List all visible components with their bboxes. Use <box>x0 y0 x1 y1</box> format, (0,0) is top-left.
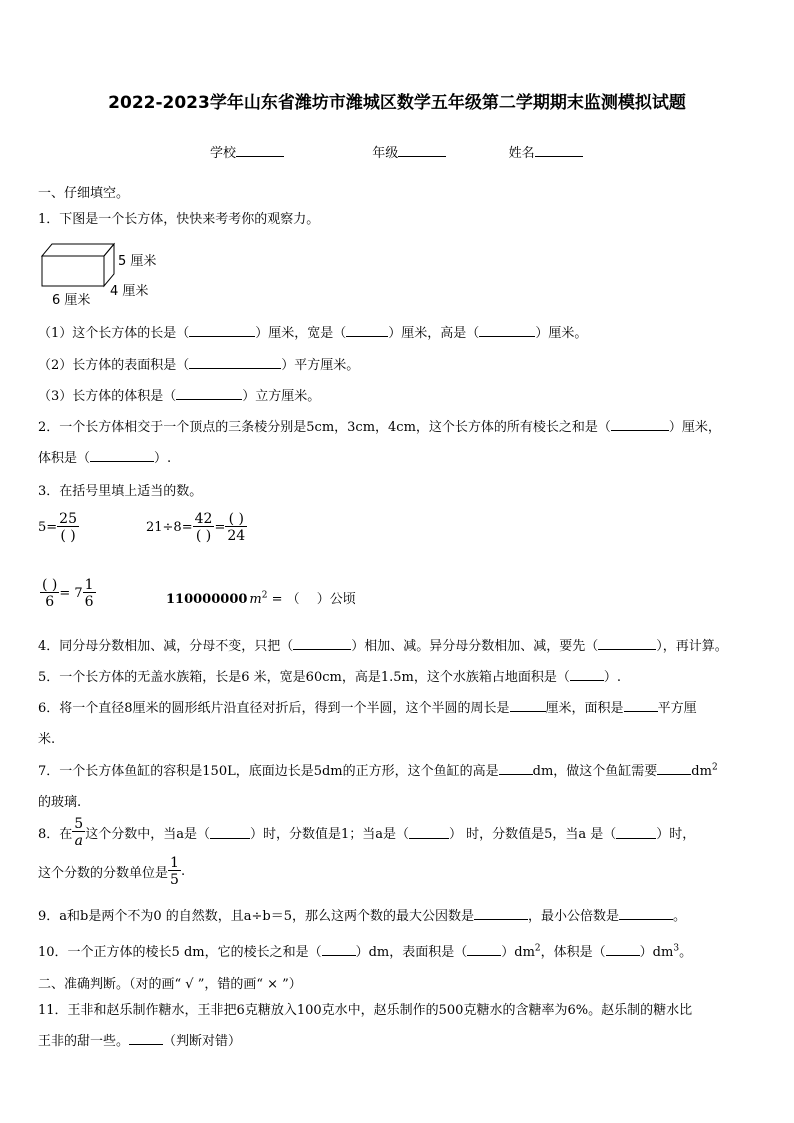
q9-lcm-blank[interactable] <box>619 907 673 920</box>
q5-blank[interactable] <box>570 668 604 681</box>
cuboid-figure <box>40 240 120 290</box>
q6-perimeter-blank[interactable] <box>510 699 546 712</box>
q1-stem: 1．下图是一个长方体，快快来考考你的观察力。 <box>38 212 320 227</box>
q2-line1: 2．一个长方体相交于一个顶点的三条棱分别是5cm，3cm，4cm，这个长方体的所有棱长之和是（ ）厘米， <box>38 420 721 435</box>
q10-edge-blank[interactable] <box>322 943 356 956</box>
q1-width-blank[interactable] <box>346 324 388 337</box>
q1-part3: （3）长方体的体积是（ ）立方厘米。 <box>38 389 321 404</box>
name-label: 姓名 <box>508 146 535 161</box>
q1-part1: （1）这个长方体的长是（ ）厘米，宽是（ ）厘米，高是（ ）厘米。 <box>38 326 588 341</box>
q8-frac-5-over-a: $\frac{5}{a}$ <box>74 816 84 849</box>
q10-surface-blank[interactable] <box>467 943 501 956</box>
q6-line1: 6．将一个直径8厘米的圆形纸片沿直径对折后，得到一个半圆，这个半圆的周长是 厘米，面积是 平方厘 <box>38 701 697 716</box>
q8-blank1[interactable] <box>210 826 250 839</box>
q8-line2: 这个分数的分数单位是 $\frac{1}{5}$ . <box>38 855 186 888</box>
q5-line: 5．一个长方体的无盖水族箱，长是6 米，宽是60cm，高是1.5m，这个水族箱占地面积是（ ）. <box>38 670 621 685</box>
q3-expr4: 110000000 $m^2$ = （ ）公顷 <box>166 590 356 607</box>
q3-expr3: $\frac{( )}{6}$ = 7 $\frac{1}{6}$ <box>42 577 94 610</box>
grade-label: 年级 <box>372 146 399 161</box>
q1-length-blank[interactable] <box>189 324 255 337</box>
school-label: 学校 <box>210 146 237 161</box>
q6-area-blank[interactable] <box>624 699 658 712</box>
q3-frac1: $\frac{25}{( )}$ <box>59 511 77 544</box>
q7-line1: 7．一个长方体鱼缸的容积是150L，底面边长是5dm的正方形，这个鱼缸的高是 dm，做这个鱼缸需要 $dm^2$ <box>38 762 718 779</box>
q1-part2: （2）长方体的表面积是（ ）平方厘米。 <box>38 358 360 373</box>
q4-blank2[interactable] <box>598 637 656 650</box>
q1-surface-blank[interactable] <box>189 356 281 369</box>
q1-height-blank[interactable] <box>479 324 535 337</box>
grade-blank[interactable] <box>398 144 446 157</box>
q9-gcd-blank[interactable] <box>474 907 528 920</box>
q8-frac-1-over-5: $\frac{1}{5}$ <box>170 855 179 888</box>
cuboid-length-label: 6 厘米 <box>52 293 91 308</box>
q7-line2: 的玻璃. <box>38 795 82 810</box>
q3-stem: 3．在括号里填上适当的数。 <box>38 484 203 499</box>
q4-line: 4．同分母分数相加、减，分母不变，只把（ ）相加、减。异分母分数相加、减，要先（ ），再计算。 <box>38 639 728 654</box>
q7-glass-blank[interactable] <box>657 762 691 775</box>
q3-frac2: $\frac{42}{( )}$ <box>194 511 213 544</box>
q3-mixed-frac: $\frac{1}{6}$ <box>84 577 94 610</box>
q8-line1: 8．在 $\frac{5}{a}$ 这个分数中，当a是（ ）时，分数值是1；当a是（ ） 时，分数值是5，当a 是（ ）时， <box>38 816 696 849</box>
q3-frac3: $\frac{( )}{24}$ <box>227 511 246 544</box>
student-info <box>210 142 583 161</box>
q9-line: 9．a和b是两个不为0 的自然数，且a÷b＝5，那么这两个数的最大公因数是 ，最小公倍数是 。 <box>38 909 687 924</box>
q11-line2: 王非的甜一些。 （判断对错） <box>38 1034 242 1049</box>
cuboid-height-label: 5 厘米 <box>118 254 157 269</box>
q8-blank2[interactable] <box>409 826 449 839</box>
q2-line2: 体积是（ ）. <box>38 451 172 466</box>
section-2-heading: 二、准确判断。（对的画“ √ ”，错的画“ × ”） <box>38 977 302 992</box>
q4-blank1[interactable] <box>293 637 351 650</box>
q10-volume-blank[interactable] <box>606 943 640 956</box>
cuboid-top-face <box>42 244 114 256</box>
school-blank[interactable] <box>236 144 284 157</box>
q3-expr1: 5= $\frac{25}{( )}$ <box>38 511 77 544</box>
q7-height-blank[interactable] <box>499 762 533 775</box>
q10-line: 10．一个正方体的棱长5 dm，它的棱长之和是（ ）dm，表面积是（ ）$dm^2$，体积是（ ）$dm^3$。 <box>38 943 693 960</box>
name-blank[interactable] <box>535 144 583 157</box>
section-1-heading: 一、仔细填空。 <box>38 186 130 201</box>
page-title: 2022-2023学年山东省潍坊市潍城区数学五年级第二学期期末监测模拟试题 <box>108 93 686 113</box>
cuboid-front-face <box>42 256 104 286</box>
q2-edge-blank[interactable] <box>611 418 669 431</box>
q1-volume-blank[interactable] <box>176 387 242 400</box>
q3-expr2: 21÷8= $\frac{42}{( )}$ = $\frac{( )}{24}$ <box>146 511 246 544</box>
q3-frac4: $\frac{( )}{6}$ <box>42 577 58 610</box>
q11-answer-blank[interactable] <box>129 1032 163 1045</box>
q8-blank3[interactable] <box>616 826 656 839</box>
q2-volume-blank[interactable] <box>90 449 154 462</box>
q6-line2: 米. <box>38 732 56 747</box>
q11-line1: 11．王非和赵乐制作糖水，王非把6克糖放入100克水中，赵乐制作的500克糖水的含糖率为6%。赵乐制的糖水比 <box>38 1003 693 1018</box>
cuboid-width-label: 4 厘米 <box>110 284 149 299</box>
